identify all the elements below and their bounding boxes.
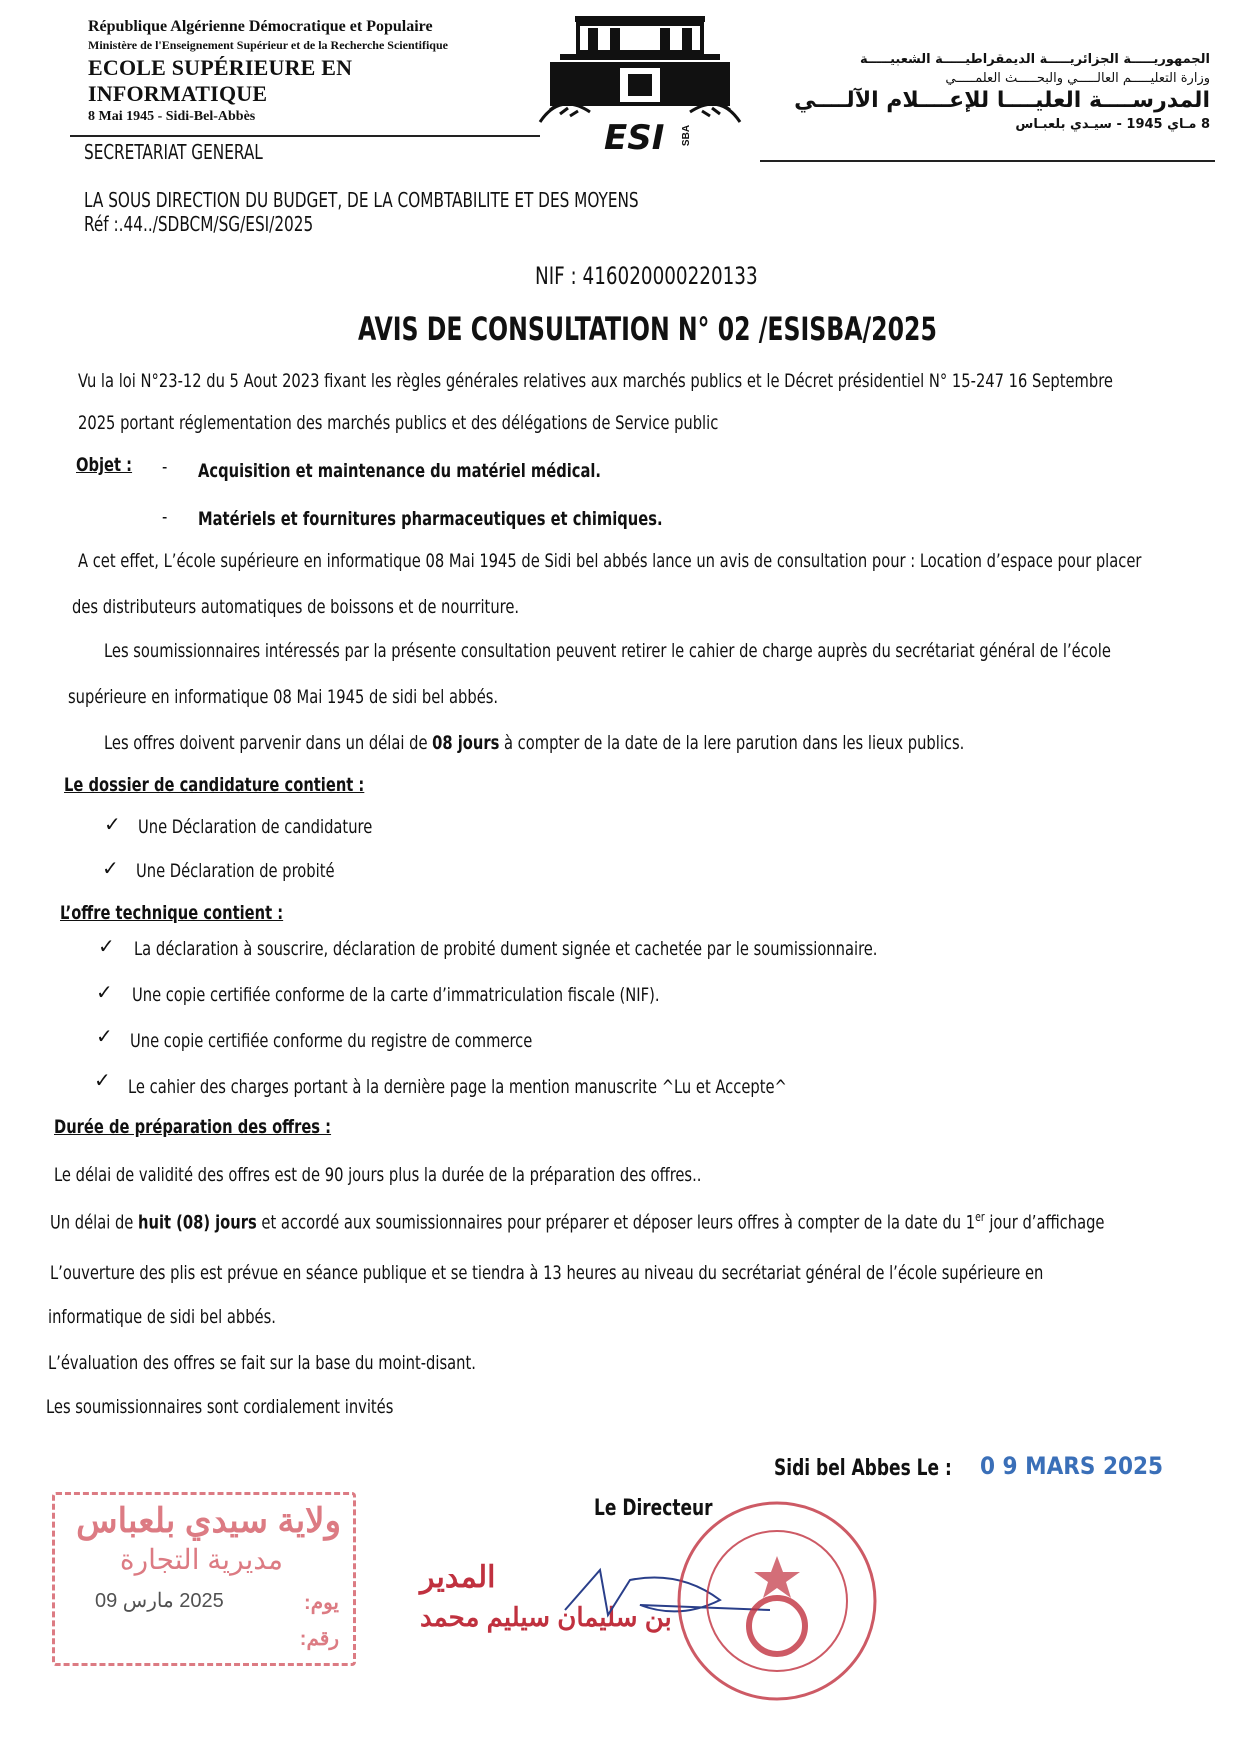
wilaya-stamp: [52, 1492, 356, 1666]
check-icon: ✓: [96, 982, 113, 1004]
ministry-name-ar: وزارة التعليـــــم العالـــــي والبحـــــث العلمـــــي: [945, 71, 1210, 86]
director-label: Le Directeur: [594, 1496, 713, 1521]
reference: Réf :.44../SDBCM/SG/ESI/2025: [84, 212, 314, 236]
header-divider-right: [760, 160, 1215, 162]
check-icon: ✓: [102, 858, 119, 880]
offres-delay-c: à compter de la date de la lere parution dans les lieux publics.: [499, 732, 965, 754]
stamp-raqm: رقم:: [299, 1628, 339, 1650]
offres-delay: [104, 732, 964, 755]
header-divider-left: [70, 135, 540, 137]
validite-text: Le délai de validité des offres est de 90 jours plus la durée de la préparation des offres..: [54, 1164, 702, 1186]
check-icon: ✓: [98, 936, 115, 958]
ministry-name: Ministère de l'Enseignement Supérieur et de la Recherche Scientifique: [88, 38, 448, 52]
invites-text: Les soumissionnaires sont cordialement invités: [46, 1396, 394, 1418]
school-location-ar: 8 مـاي 1945 - سيـدي بلعبـاس: [1015, 117, 1210, 132]
objet-item-2: Matériels et fournitures pharmaceutiques et chimiques.: [198, 508, 663, 530]
document-title: AVIS DE CONSULTATION N° 02 /ESISBA/2025: [358, 310, 937, 348]
stamp-wilaya-line2: مديرية التجارة: [119, 1544, 283, 1575]
secretariat: SECRETARIAT GENERAL: [84, 140, 263, 164]
objet-item-1: Acquisition et maintenance du matériel médical.: [198, 460, 602, 482]
intro-line-1: Vu la loi N°23-12 du 5 Aout 2023 fixant les règles générales relatives aux marchés publics et le Décret présidentiel N° 15-247 16 Septembre: [78, 370, 1113, 392]
tech-label: L’offre technique contient :: [60, 902, 284, 924]
tech-item-1: La déclaration à souscrire, déclaration de probité dument signée et cachetée par le soumissionnaire.: [134, 938, 878, 960]
soum-line-2: supérieure en informatique 08 Mai 1945 de sidi bel abbés.: [68, 686, 499, 708]
ouverture-line-2: informatique de sidi bel abbés.: [48, 1306, 276, 1328]
logo-esi-text: ESI: [604, 118, 665, 158]
stamp-yawm: يوم:: [304, 1592, 339, 1614]
sous-direction: LA SOUS DIRECTION DU BUDGET, DE LA COMBTABILITE ET DES MOYENS: [84, 188, 639, 212]
stamp-wilaya-line1: ولاية سيدي بلعباس: [76, 1502, 341, 1540]
dossier-label: Le dossier de candidature contient :: [64, 774, 365, 796]
delai-d: jour d’affichage: [984, 1211, 1105, 1234]
director-name-ar: بن سليمان سيليم محمد: [420, 1602, 672, 1632]
sign-place: Sidi bel Abbes Le :: [774, 1456, 952, 1481]
duree-label: Durée de préparation des offres :: [54, 1116, 332, 1138]
check-icon: ✓: [96, 1026, 113, 1048]
director-title-ar: المدير: [420, 1561, 496, 1594]
stamp-date: 2025 مارس 09: [95, 1590, 224, 1612]
logo-sba-text: SBA: [681, 124, 693, 147]
delai-b: huit (08) jours: [138, 1211, 257, 1234]
objet-label: Objet :: [76, 454, 133, 476]
school-name: ECOLE SUPÉRIEURE EN INFORMATIQUE: [88, 55, 353, 106]
header-ar: [790, 52, 1210, 132]
delai-sup: er: [975, 1210, 985, 1224]
offres-delay-a: Les offres doivent parvenir dans un délai de: [104, 732, 433, 754]
header-fr: [88, 18, 508, 125]
date-stamp: 0 9 MARS 2025: [980, 1452, 1164, 1480]
effet-line-2: des distributeurs automatiques de boissons et de nourriture.: [72, 596, 520, 618]
republic-name-ar: الجمهوريـــــة الجزائريـــــة الديمقراطيـــــة الشعبيـــــة: [859, 52, 1210, 67]
school-name-ar: المدرســــة العليــــا للإعــــلام الآلــــي: [794, 88, 1210, 113]
soum-line-1: Les soumissionnaires intéressés par la présente consultation peuvent retirer le cahier de charge auprès du secrétariat général de l’école: [104, 640, 1111, 662]
republic-name: République Algérienne Démocratique et Populaire: [88, 18, 433, 35]
offres-delay-b: 08 jours: [432, 732, 500, 754]
dossier-item-1: Une Déclaration de candidature: [138, 816, 373, 838]
ouverture-line-1: L’ouverture des plis est prévue en séance publique et se tiendra à 13 heures au niveau du secrétariat général de l’école supérieure en: [50, 1262, 1044, 1284]
objet-dash-1: -: [162, 456, 168, 478]
delai-a: Un délai de: [50, 1211, 139, 1234]
evaluation-text: L’évaluation des offres se fait sur la base du moint-disant.: [48, 1352, 476, 1374]
tech-item-2: Une copie certifiée conforme de la carte d’immatriculation fiscale (NIF).: [132, 984, 660, 1006]
intro-line-2: 2025 portant réglementation des marchés publics et des délégations de Service public: [78, 412, 719, 434]
nif: NIF : 416020000220133: [535, 262, 758, 290]
delai-c: et accordé aux soumissionnaires pour préparer et déposer leurs offres à compter de la date du 1: [256, 1211, 976, 1234]
check-icon: ✓: [104, 814, 121, 836]
objet-dash-2: -: [162, 506, 168, 528]
effet-line-1: A cet effet, L’école supérieure en informatique 08 Mai 1945 de Sidi bel abbés lance un avis de consultation pour : Location d’espace pour placer: [78, 550, 1142, 572]
tech-item-3: Une copie certifiée conforme du registre de commerce: [130, 1030, 533, 1052]
delai-text: [50, 1210, 1104, 1234]
school-location: 8 Mai 1945 - Sidi-Bel-Abbès: [88, 109, 256, 124]
school-seal: [672, 1496, 882, 1706]
check-icon: ✓: [94, 1070, 111, 1092]
tech-item-4: Le cahier des charges portant à la dernière page la mention manuscrite ^Lu et Accepte^: [128, 1076, 787, 1098]
dossier-item-2: Une Déclaration de probité: [136, 860, 335, 882]
